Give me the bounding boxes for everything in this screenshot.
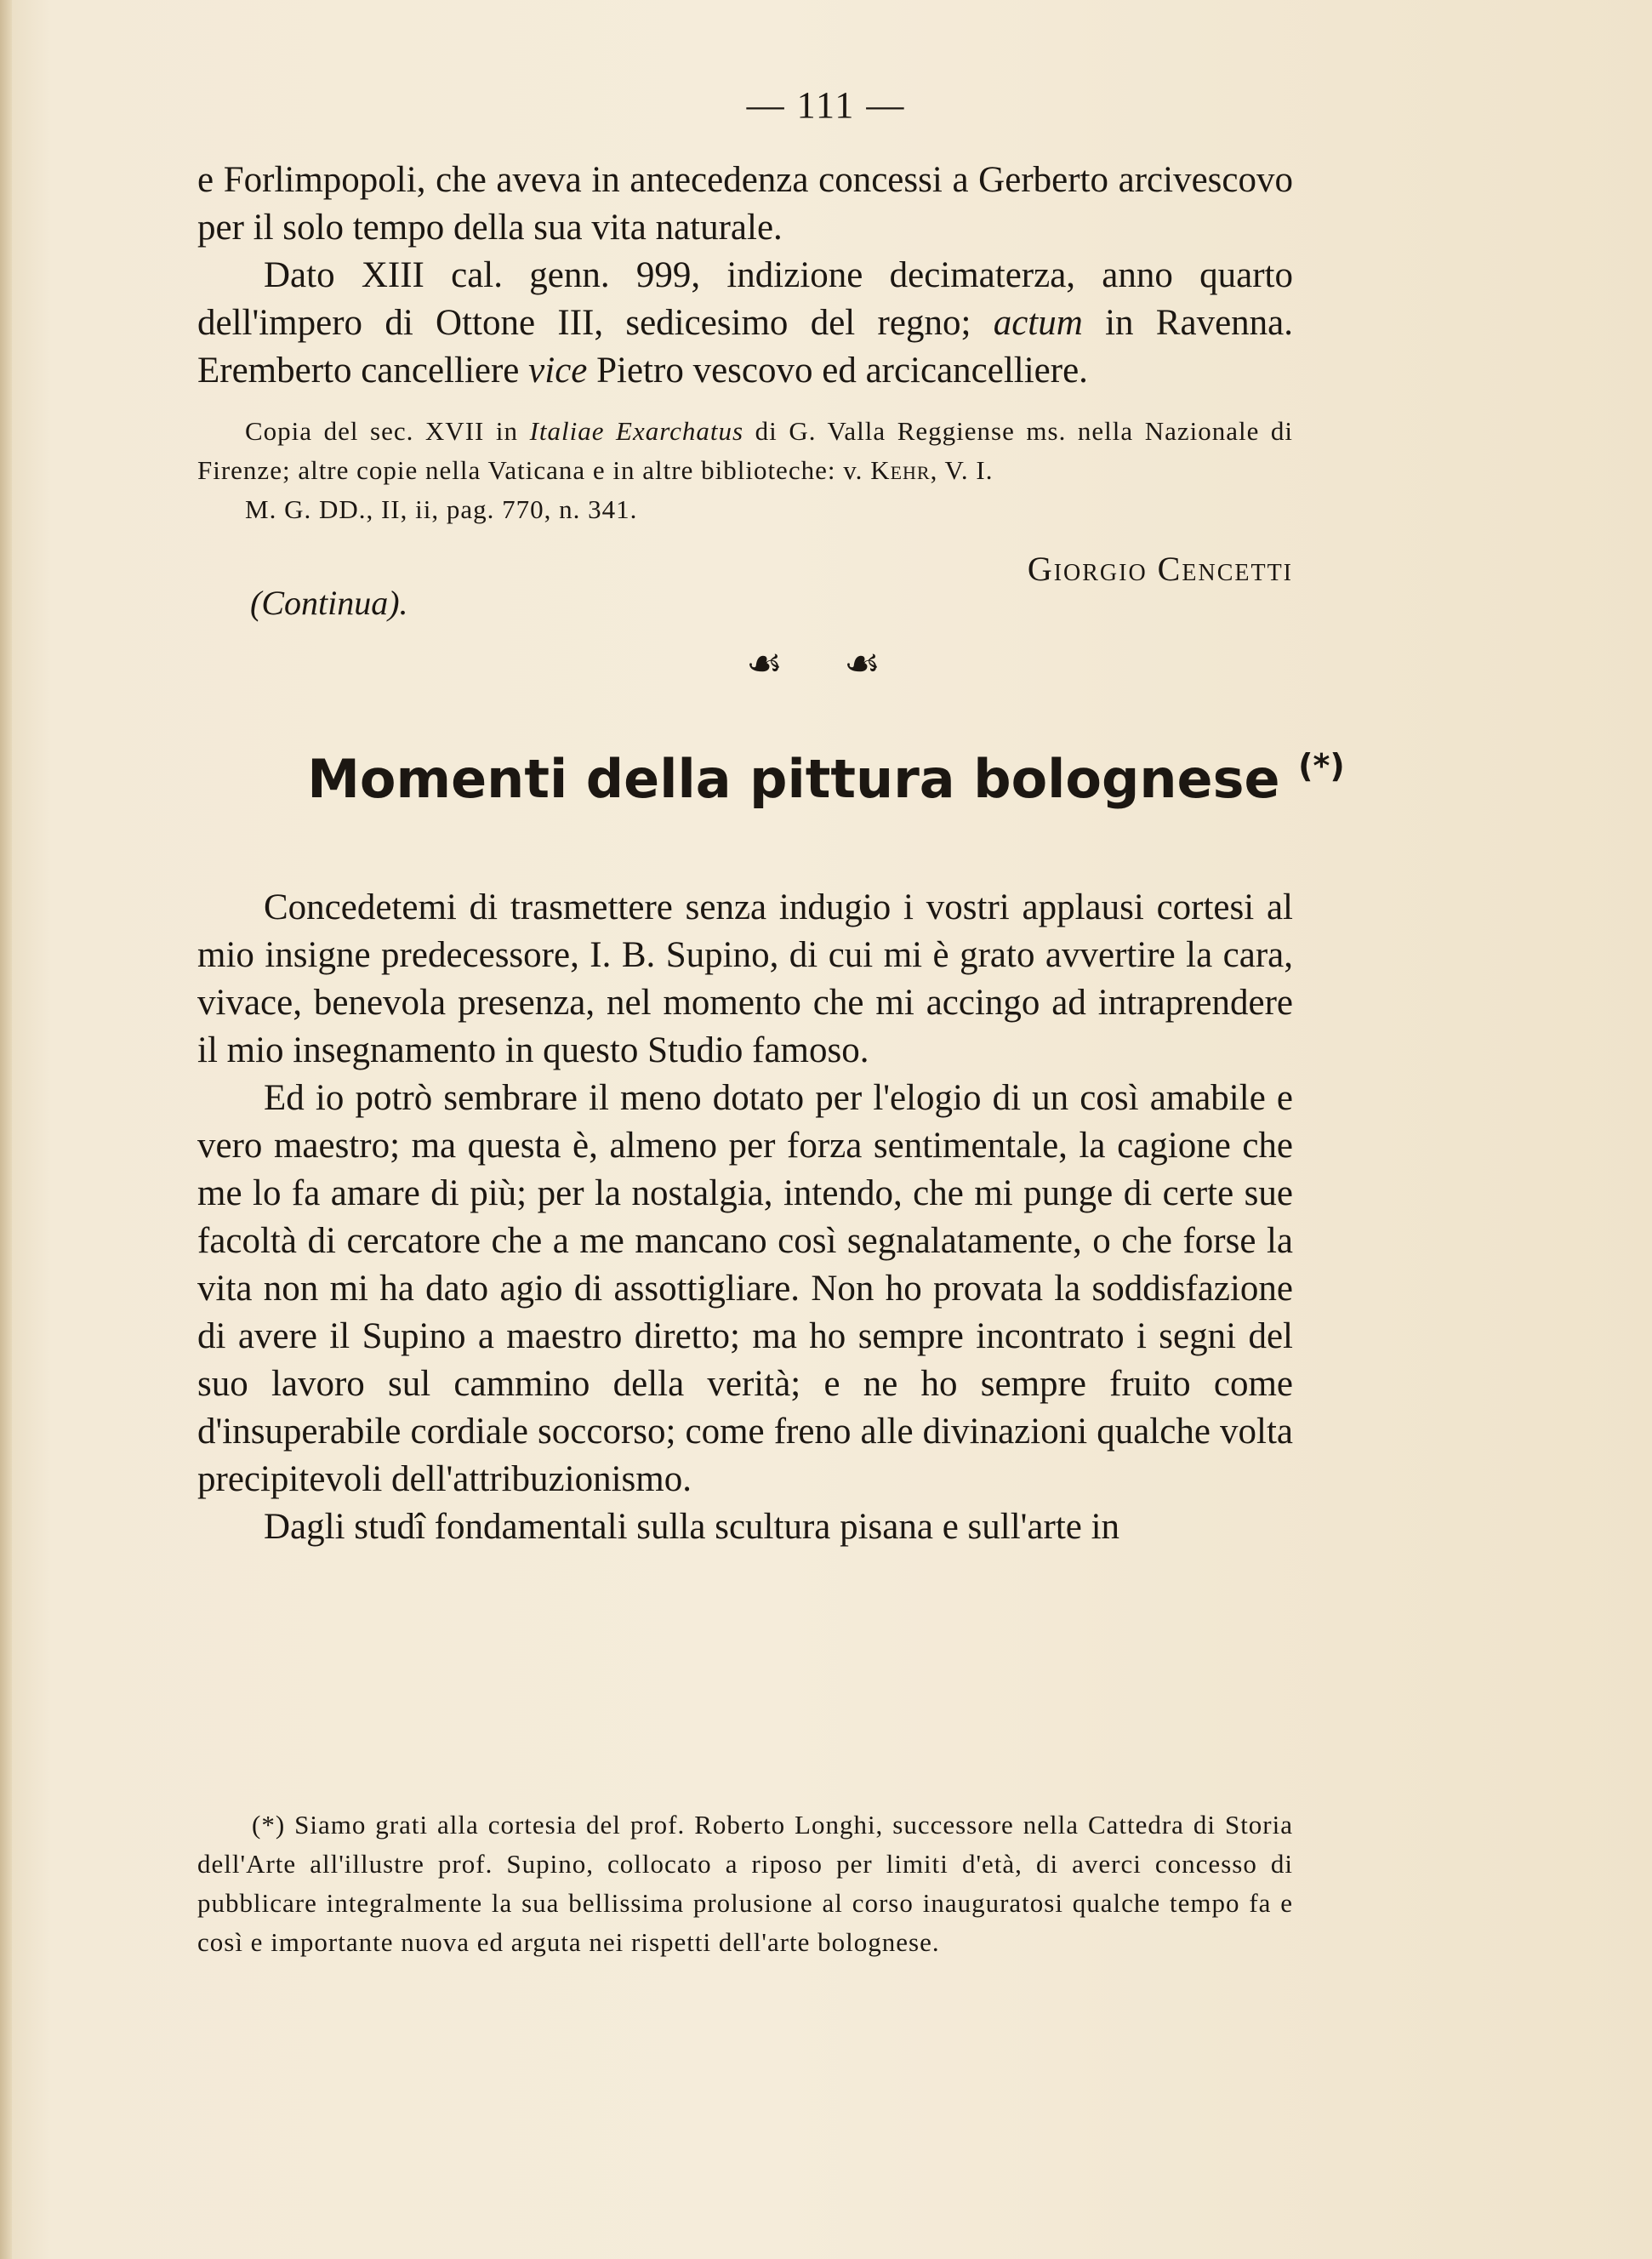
- source-note-part3: , V. I.: [930, 455, 994, 485]
- source-note-part2: di G. Valla Reggiense ms. nella Nazionale di Firenze; altre copie nella Vaticana e in altre biblioteche: v.: [197, 416, 1294, 485]
- actum-term: actum: [993, 303, 1083, 343]
- page-number: — 111 —: [746, 84, 906, 126]
- article-title-text: Momenti della pittura bolognese: [307, 748, 1280, 810]
- source-note: [197, 412, 1293, 529]
- top-paragraph-2-text-b: in Ravenna. Eremberto cancelliere: [197, 303, 1293, 391]
- top-paragraph-1: e Forlimpopoli, che aveva in antecedenza concessi a Gerberto arcivescovo per il solo tempo della sua vita naturale.: [197, 160, 1293, 248]
- source-note-title: Italiae Exarchatus: [529, 416, 744, 446]
- author-name: Giorgio Cencetti: [1027, 550, 1293, 588]
- continua-label: (Continua).: [250, 584, 408, 622]
- article-paragraph-2: Ed io potrò sembrare il meno dotato per l'elogio di un così amabile e vero maestro; ma questa è, almeno per forza sentimentale, la cagione che me lo fa amare di più; per la nostalgia, intendo, che mi punge di certe sue facoltà di cercatore che a me mancano così segnalatamente, o che forse la vita non mi ha dato agio di assottigliare. Non ho provata la soddisfazione di avere il Supino a maestro diretto; ma ho sempre incontrato i segni del suo lavoro sul cammino della verità; e ne ho sempre fruito come d'insuperabile cordiale soccorso; come freno alle divinazioni qualche volta precipitevoli dell'attribuzionismo.: [197, 1078, 1293, 1499]
- top-section: [197, 157, 1293, 395]
- page-spine-shadow: [0, 0, 12, 2259]
- footnote-text: (*) Siamo grati alla cortesia del prof. Roberto Longhi, successore nella Cattedra di Storia dell'Arte all'illustre prof. Supino, collocato a riposo per limiti d'età, di averci concesso di pubblicare integralmente la sua bellissima prolusione al corso inauguratosi qualche tempo fa e così e importante nuova ed arguta nei rispetti dell'arte bolognese.: [197, 1810, 1293, 1957]
- article-body: [197, 884, 1293, 1551]
- article-title-footnote-mark: (*): [1298, 747, 1345, 784]
- top-paragraph-2-text-a: Dato XIII cal. genn. 999, indizione decimaterza, anno quarto dell'impero di Ottone III, sedicesimo del regno;: [197, 255, 1293, 343]
- vice-term: vice: [528, 351, 588, 391]
- section-ornament: ☙ ☙: [745, 642, 907, 687]
- source-note-part1: Copia del sec. XVII in: [245, 416, 530, 446]
- footnote: [197, 1805, 1293, 1962]
- top-paragraph-2-text-c: Pietro vescovo ed arcicancelliere.: [587, 351, 1088, 391]
- article-paragraph-1: Concedetemi di trasmettere senza indugio i vostri applausi cortesi al mio insigne predecessore, I. B. Supino, di cui mi è grato avvertire la cara, vivace, benevola presenza, nel momento che mi accingo ad intraprendere il mio insegnamento in questo Studio famoso.: [197, 887, 1293, 1070]
- top-paragraph-2: [197, 252, 1293, 395]
- source-note-kehr: Kehr: [870, 455, 931, 485]
- source-note-main: [197, 412, 1293, 490]
- signature-row: [197, 549, 1293, 625]
- article-paragraph-3: Dagli studî fondamentali sulla scultura pisana e sull'arte in: [264, 1507, 1120, 1547]
- article-title: [0, 747, 1652, 810]
- source-note-mgh: M. G. DD., II, ii, pag. 770, n. 341.: [245, 494, 638, 524]
